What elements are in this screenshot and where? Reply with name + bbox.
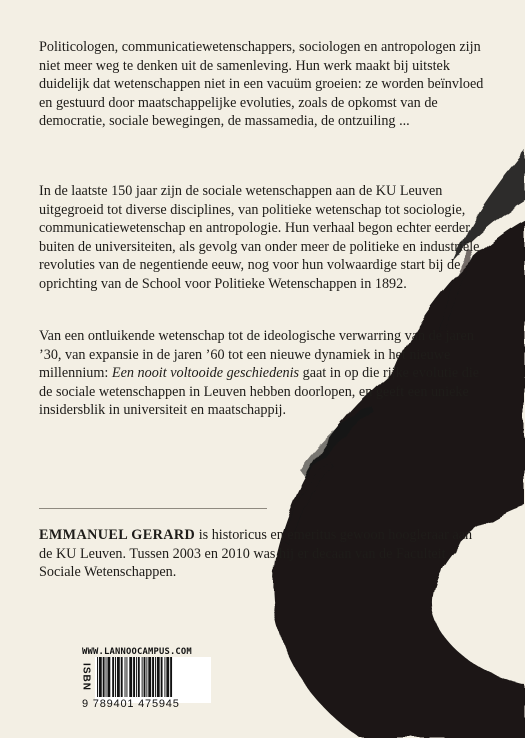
isbn-label (80, 660, 92, 694)
book-summary-paragraph (39, 327, 490, 420)
book-title: Een nooit voltooide geschiedenis (111, 365, 300, 382)
author-bio-text: is historicus en emeritus gewoon hoogleraar aan de KU Leuven. Tussen 2003 en 2010 was hij er decaan van de Faculteit Sociale Wetenschappen. (39, 527, 473, 581)
barcode-bar (152, 657, 154, 697)
barcode-bar (142, 657, 143, 697)
isbn-barcode (95, 657, 211, 703)
barcode-bar (155, 657, 156, 697)
barcode-bar (112, 657, 114, 697)
barcode-bar (164, 657, 165, 697)
summary-lead-text: Van een ontluikende wetenschap tot de ideologische verwarring van de jaren ’30, van expansie in de jaren ’60 tot een nieuwe dynamiek in het nieuwe millennium: (39, 328, 474, 382)
barcode-bar (146, 657, 147, 697)
summary-end-text: gaat in op die rijke evolutie die de sociale wetenschappen in Leuven hebben doorlopen, en geeft een unieke insidersblik in universiteit en maatschappij. (39, 365, 480, 419)
barcode-bar (129, 657, 132, 697)
barcode-bar (170, 657, 172, 697)
barcode-bar (117, 657, 120, 697)
barcode-bar (125, 657, 126, 697)
barcode-bar (138, 657, 140, 697)
author-name: EMMANUEL GERARD (39, 527, 196, 543)
barcode-bar (97, 657, 98, 697)
barcode-bar (126, 657, 127, 697)
barcode-bar (157, 657, 160, 697)
barcode-bar (136, 657, 137, 697)
publisher-url[interactable]: WWW.LANNOOCAMPUS.COM (82, 647, 192, 657)
section-divider (39, 508, 267, 509)
history-paragraph: In de laatste 150 jaar zijn de sociale wetenschappen aan de KU Leuven uitgegroeid tot diverse disciplines, van politieke wetenschap tot sociologie, communicatiewetenschap en antropologie. Hun verhaal begon echter eerder buiten de universiteiten, als gevolg van onder meer de politieke en industriële revoluties van de negentiende eeuw, nog voor hun volwaardige start bij de oprichting van de School voor Politieke Wetenschappen in 1892. (39, 183, 480, 292)
barcode-bar (144, 657, 146, 697)
author-bio (39, 526, 481, 582)
barcode-bar (103, 657, 105, 697)
barcode-bar (133, 657, 135, 697)
barcode-bar (161, 657, 163, 697)
intro-paragraph: Politicologen, communicatiewetenschappers, sociologen en antropologen zijn niet meer weg te denken uit de samenleving. Hun werk maakt bij uitstek duidelijk dat wetenschappen niet in een vacuüm groeien: ze worden beïnvloed en gestuurd door maatschappelijke evoluties, zoals de opkomst van de democratie, sociale bewegingen, de massamedia, de ontzuiling ... (39, 39, 484, 130)
isbn-digits: 9 789401 475945 (82, 698, 180, 710)
barcode-bar (107, 657, 110, 697)
barcode-bar (166, 657, 169, 697)
barcode-bar (115, 657, 116, 697)
isbn-label-text: ISBN (80, 663, 92, 691)
barcode-bar (106, 657, 107, 697)
barcode-bar (121, 657, 123, 697)
barcode-bar (99, 657, 102, 697)
barcode-bar (148, 657, 151, 697)
